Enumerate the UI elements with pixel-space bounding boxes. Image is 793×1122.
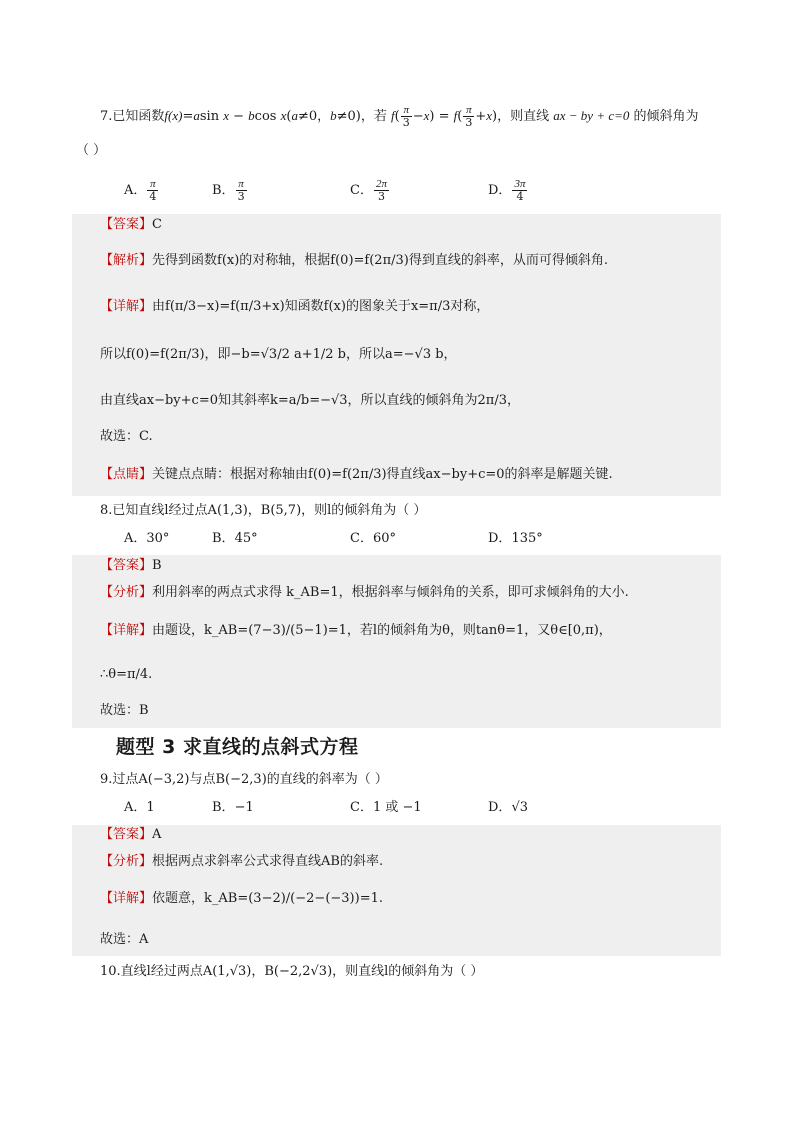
option-den: 4 [516,190,524,203]
q7-analysis [100,252,608,270]
q9-answer [100,826,161,844]
option-text: 60° [372,531,396,546]
q8-answer [100,557,162,575]
analysis-tag: 【解析】 [100,253,153,268]
detail-text: 由题设，k_AB=(7−3)/(5−1)=1，若l的倾斜角为θ，则tanθ=1，又θ∈[0,π)， [152,623,612,638]
q7-pre: 7.已知函数 [100,109,165,124]
remark-tag: 【点睛】 [100,467,153,482]
q8-option-b[interactable] [212,530,258,548]
q8-option-a[interactable] [124,530,169,548]
q9-stem: 9.过点A(−3,2)与点B(−2,3)的直线的斜率为（ ） [100,772,388,787]
option-num: 2π [375,178,387,190]
q9-option-c[interactable] [350,799,422,817]
analysis-text: 利用斜率的两点式求得 k_AB=1，根据斜率与倾斜角的关系，即可求倾斜角的大小. [152,585,629,600]
option-num: π [236,178,247,191]
option-num: 3π [514,178,526,190]
option-label: A． [124,800,147,815]
q7-answer [100,216,162,234]
answer-value: A [152,827,162,842]
q7-paren: （ ） [76,143,107,158]
answer-value: C [152,217,162,232]
q8-detail-2: ∴θ=π/4. [100,667,153,682]
option-text: 1 或 −1 [372,800,422,815]
q7-detail-3: 由直线ax−by+c=0知其斜率k=a/b=−√3，所以直线的倾斜角为2π/3， [100,393,521,408]
answer-tag: 【答案】 [100,217,153,232]
remark-text: 关键点点睛：根据对称轴由f(0)=f(2π/3)得直线ax−by+c=0的斜率是解题关键. [152,467,613,482]
q8-option-c[interactable] [350,530,396,548]
q7-choose: 故选：C. [100,429,153,444]
option-label: D． [488,183,512,198]
q7-option-a[interactable] [124,178,159,203]
q8-option-d[interactable] [488,530,543,548]
q7-option-d[interactable] [488,178,528,203]
option-label: C． [350,183,373,198]
q8-stem: 8.已知直线l经过点A(1,3)，B(5,7)，则l的倾斜角为（ ） [100,503,427,518]
option-label: A． [124,183,147,198]
option-text: 45° [234,531,258,546]
section-heading: 题型 3 求直线的点斜式方程 [116,736,359,758]
option-label: C． [350,531,373,546]
q7-line: ax − by + c=0 [553,108,630,123]
detail-text: 依题意，k_AB=(3−2)/(−2−(−3))=1. [152,891,383,906]
detail-tag: 【详解】 [100,299,153,314]
q9-option-b[interactable] [212,799,254,817]
q8-choose: 故选：B [100,703,149,718]
q7-remark [100,466,613,484]
q8-detail-1 [100,622,612,640]
q7-post: 的倾斜角为 [633,109,699,124]
detail-tag: 【详解】 [100,623,153,638]
q7-detail-2: 所以f(0)=f(2π/3)，即−b=√3/2 a+1/2 b，所以a=−√3 b， [100,347,457,362]
option-label: C． [350,800,373,815]
option-text: 1 [146,800,155,815]
q9-option-a[interactable] [124,799,155,817]
q9-analysis [100,853,383,871]
q7-stem: 7.已知函数f(x)=asin x − bcos x(a≠0，b≠0)，若 f( $\frac{\pi}{3}$ −x) = f( $\frac{\pi}{3}$ +x)，则直线 ax − by + c=0 的倾斜角为 [100,104,699,129]
detail-tag: 【详解】 [100,891,153,906]
q9-option-d[interactable] [488,799,528,817]
q7-option-c[interactable] [350,178,390,203]
q9-detail [100,890,383,908]
option-den: 4 [149,190,157,203]
option-label: D． [488,531,512,546]
option-label: B． [212,800,235,815]
option-num: π [147,178,158,191]
option-text: 30° [146,531,170,546]
q10-stem: 10.直线l经过两点A(1,√3)，B(−2,2√3)，则直线l的倾斜角为（ ） [100,964,484,979]
option-label: A． [124,531,147,546]
q9-choose: 故选：A [100,932,149,947]
q8-solution-panel [72,555,721,728]
option-label: B． [212,183,235,198]
answer-value: B [152,558,162,573]
q7-func: f [164,108,169,123]
q7-option-b[interactable] [212,178,248,203]
answer-tag: 【答案】 [100,558,153,573]
option-den: 3 [377,190,385,203]
analysis-text: 根据两点求斜率公式求得直线AB的斜率. [152,854,384,869]
analysis-text: 先得到函数f(x)的对称轴，根据f(0)=f(2π/3)得到直线的斜率，从而可得倾斜角. [152,253,608,268]
answer-tag: 【答案】 [100,827,153,842]
q7-detail-1 [100,298,489,316]
option-text: −1 [234,800,254,815]
q8-analysis [100,584,629,602]
option-text: 135° [511,531,543,546]
analysis-tag: 【分析】 [100,585,153,600]
analysis-tag: 【分析】 [100,854,153,869]
detail-text: 由f(π/3−x)=f(π/3+x)知函数f(x)的图象关于x=π/3对称， [152,299,490,314]
option-label: D． [488,800,512,815]
option-text: √3 [511,800,528,815]
option-den: 3 [237,190,245,203]
option-label: B． [212,531,235,546]
q7-cond: ，则直线 [497,109,550,124]
